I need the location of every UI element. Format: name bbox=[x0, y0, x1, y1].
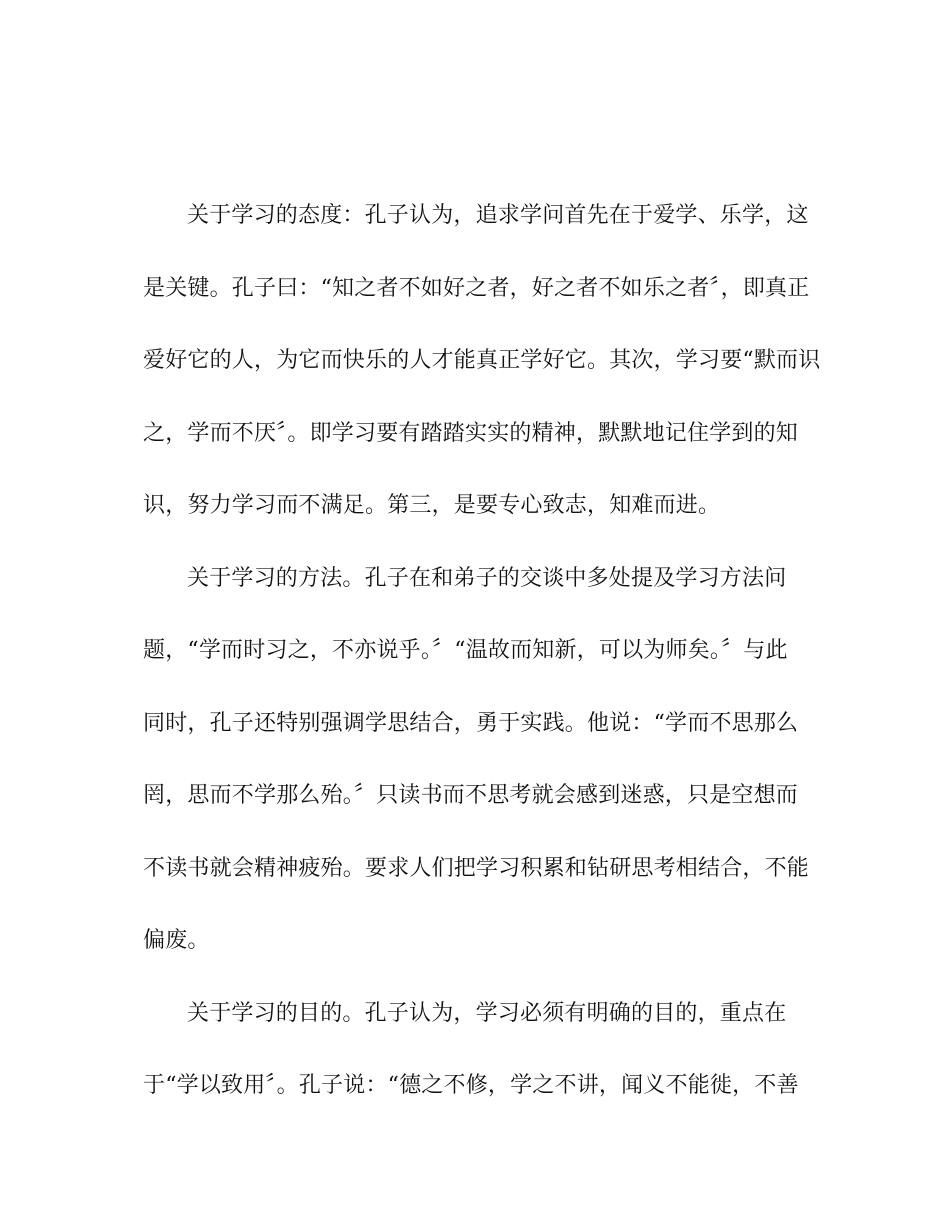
text-line-13: 于“学以致用〞。孔子说：“德之不修，学之不讲，闻义不能徙，不善 bbox=[143, 1073, 799, 1098]
text-line-7: 题，“学而时习之，不亦说乎。〞“温故而知新，可以为师矣。〞与此 bbox=[143, 638, 788, 663]
text-line-1: 关于学习的态度：孔子认为，追求学问首先在于爱学、乐学，这 bbox=[187, 203, 809, 228]
text-line-11: 偏废。 bbox=[143, 928, 210, 953]
text-line-10: 不读书就会精神疲殆。要求人们把学习积累和钻研思考相结合，不能 bbox=[143, 856, 810, 881]
text-line-5: 识，努力学习而不满足。第三，是要专心致志，知难而进。 bbox=[143, 493, 721, 518]
text-line-9: 罔，思而不学那么殆。〞只读书而不思考就会感到迷惑，只是空想而 bbox=[143, 783, 799, 808]
text-line-8: 同时，孔子还特别强调学思结合，勇于实践。他说：“学而不思那么 bbox=[143, 711, 799, 736]
text-line-12: 关于学习的目的。孔子认为，学习必须有明确的目的，重点在 bbox=[187, 1001, 787, 1026]
text-line-4: 之，学而不厌〞。即学习要有踏踏实实的精神，默默地记住学到的知 bbox=[143, 421, 799, 446]
text-line-2: 是关键。孔子曰：“知之者不如好之者，好之者不如乐之者〞，即真正 bbox=[143, 276, 810, 301]
text-line-6: 关于学习的方法。孔子在和弟子的交谈中多处提及学习方法问 bbox=[187, 566, 787, 591]
text-line-3: 爱好它的人，为它而快乐的人才能真正学好它。其次，学习要“默而识 bbox=[143, 348, 821, 373]
